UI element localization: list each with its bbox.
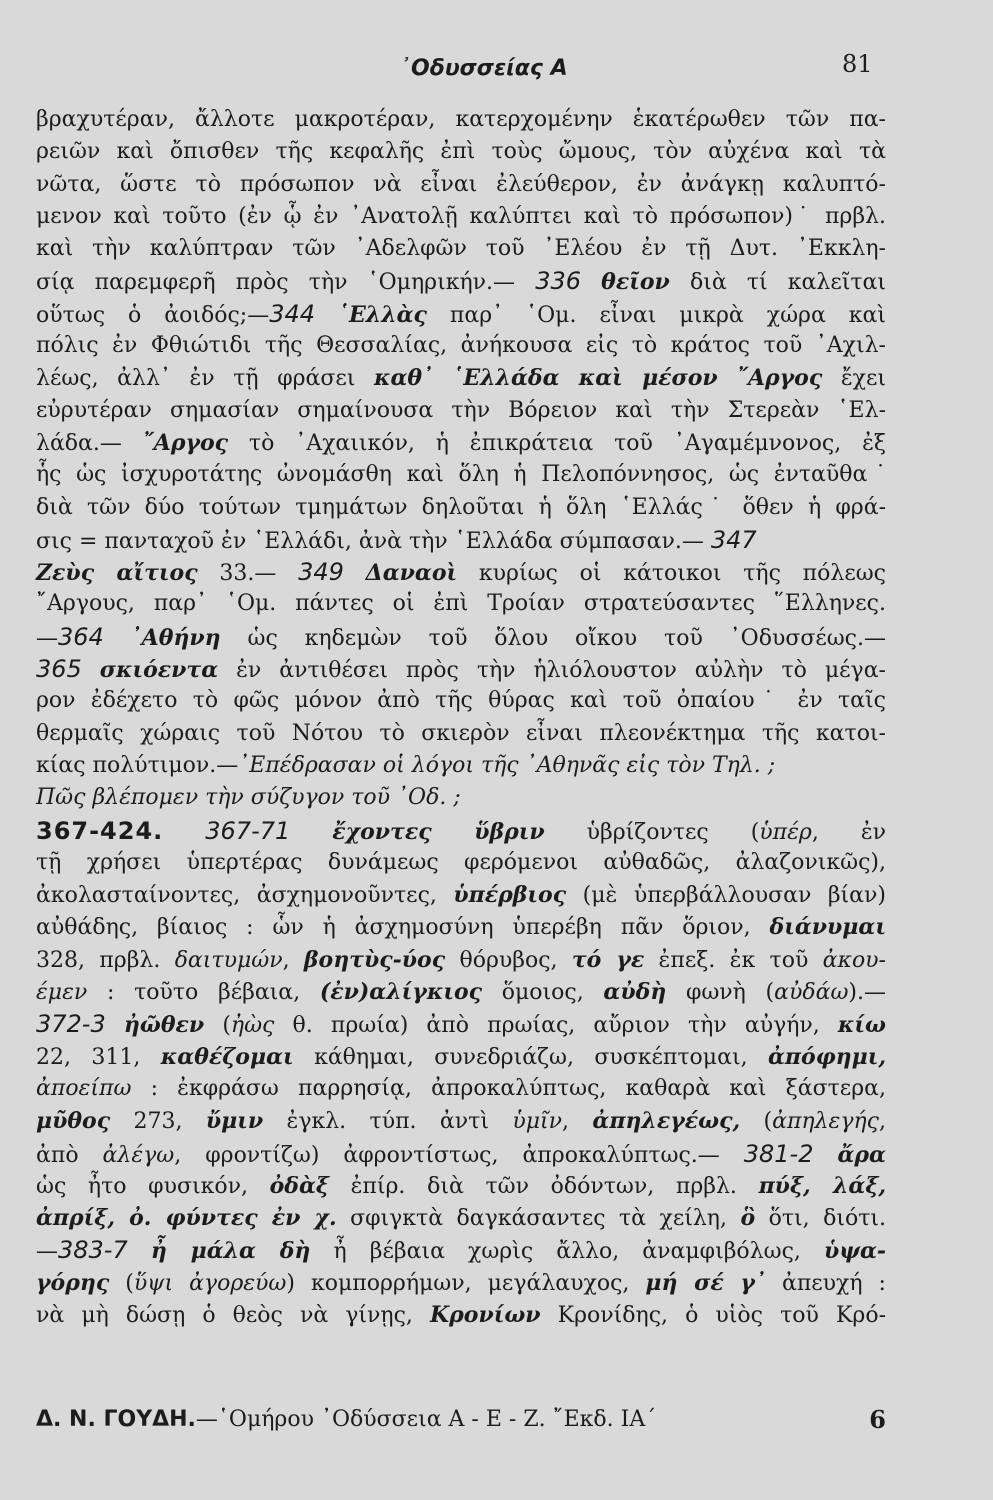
lemma: (ἐν)αλίγκιος <box>319 979 483 1006</box>
text-span: Πῶς βλέπομεν τὴν σύζυγον τοῦ ᾿Οδ. ; <box>36 785 461 811</box>
text-line <box>36 782 886 814</box>
text-span: νῶτα, ὥστε τὸ πρόσωπον νὰ εἶναι ἐλεύθερον, ἐν ἀνάγκῃ καλυπτό- <box>36 171 886 197</box>
text-span: : τοῦτο βέβαια, <box>87 980 320 1006</box>
text-line <box>36 1008 886 1040</box>
text-line <box>36 653 886 685</box>
text-line <box>36 362 886 394</box>
text-line <box>36 459 886 491</box>
verse-reference: 364 <box>58 622 104 651</box>
text-span: τῇ χρήσει ὑπερτέρας δυνάμεως φερόμενοι αὐθαδῶς, ἀλαζονικῶς), <box>36 849 886 875</box>
text-span <box>814 1143 838 1168</box>
lemma: ἀπρίξ, ὀ. φύντες ἐν χ. <box>36 1205 337 1232</box>
text-span <box>128 1239 151 1264</box>
text-span: οὕτως ὁ ἀοιδός;— <box>36 302 270 328</box>
text-span <box>315 303 338 328</box>
text-span <box>344 561 366 586</box>
text-span: ἐν ἀντιθέσει πρὸς τὴν ἡλιόλουστον αὐλὴν τὸ μέγα- <box>218 658 886 684</box>
text-span: διὰ τῶν δύο τούτων τμημάτων δηλοῦται ἡ ὅλη ῾Ελλάς˙ ὅθεν ἡ φρά- <box>36 494 886 520</box>
text-span: σίᾳ παρεμφερῆ πρὸς τὴν ῾Ομηρικήν.— <box>36 270 536 296</box>
text-line <box>36 395 886 427</box>
lemma: Ζεὺς αἴτιος <box>36 560 198 587</box>
lemma: ἔχοντες ὕβριν <box>332 818 545 845</box>
text-span: διὰ τί καλεῖται <box>669 270 887 296</box>
running-title: ᾿Οδυσσείας Α <box>400 56 568 81</box>
text-span: ἀπηλεγής <box>772 1109 879 1135</box>
text-span: καὶ τὴν καλύπτραν τῶν ᾿Αδελφῶν τοῦ ᾿Ελέου ἐν τῇ Δυτ. ᾿Εκκλη- <box>36 236 886 262</box>
footer-book-title: —῾Ομήρου ᾿Οδύσσεια Α - Ε - Ζ. ῎Εκδ. ΙΑ΄ <box>195 1407 657 1432</box>
text-line <box>36 911 886 943</box>
text-line <box>36 492 886 524</box>
text-line <box>36 1073 886 1105</box>
text-line <box>36 588 886 620</box>
text-span: κάθημαι, συνεδριάζω, συσκέπτομαι, <box>293 1044 768 1070</box>
text-line <box>36 1041 886 1073</box>
lemma: μῦθος <box>36 1108 111 1135</box>
page-footer <box>36 1400 886 1440</box>
text-span: (μὲ ὑπερβάλλουσαν βίαν) <box>566 883 886 909</box>
text-line <box>36 330 886 362</box>
commentary-text <box>36 104 886 1331</box>
text-line <box>36 1299 886 1331</box>
text-line <box>36 265 886 297</box>
footer-signature: 6 <box>869 1405 886 1434</box>
text-span: έμεν <box>36 980 88 1006</box>
text-line <box>36 104 886 136</box>
text-span: εὐρυτέραν σημασίαν σημαίνουσα τὴν Βόρειον καὶ τὴν Στερεὰν ῾Ελ- <box>36 397 886 423</box>
text-span: βραχυτέραν, ἄλλοτε μακροτέραν, κατερχομένην ἑκατέρωθεν τῶν πα- <box>36 107 886 132</box>
text-span: ( <box>204 1013 231 1039</box>
lemma: αὐδὴ <box>603 979 667 1006</box>
text-span: ἐγκλ. τύπ. ἀντὶ <box>263 1109 513 1135</box>
lemma: Δαναοὶ <box>365 560 458 587</box>
text-span: ὡς ἦτο φυσικόν, <box>36 1173 270 1199</box>
text-span: παρ᾿ ῾Ομ. εἶναι μικρὰ χώρα καὶ <box>426 302 887 328</box>
lemma: κίω <box>837 1012 886 1039</box>
lemma: ὑψα- <box>823 1238 887 1265</box>
text-span: ῎Αργους, παρ᾿ ῾Ομ. πάντες οἱ ἐπὶ Τροίαν στρατεύσαντες ῞Ελληνες. <box>36 591 886 617</box>
text-span: αὐθάδης, βίαιος : ὧν ἡ ἀσχημοσύνη ὑπερέβη πᾶν ὅριον, <box>36 915 770 941</box>
lemma: σκιόεντα <box>99 657 219 684</box>
text-span <box>163 820 205 845</box>
lemma: βοητὺς-ύος <box>303 946 446 973</box>
text-span: ( <box>740 1109 773 1135</box>
lemma: ὃ <box>740 1205 756 1232</box>
text-span: θόρυβος, <box>445 947 572 973</box>
lemma: ἦ μάλα δὴ <box>150 1238 311 1265</box>
verse-reference: 365 <box>36 655 82 684</box>
text-span: : ἐκφράσω παρρησίᾳ, ἀπροκαλύπτως, καθαρὰ καὶ ξάστερα, <box>131 1075 886 1101</box>
text-span <box>104 626 131 651</box>
text-span: ἀπευχή : <box>765 1270 886 1296</box>
verse-reference: 372-3 <box>36 1010 106 1039</box>
verse-reference: 347 <box>710 525 757 554</box>
verse-reference: 336 <box>535 267 581 296</box>
text-span: 33.— <box>197 561 299 587</box>
text-span <box>290 820 332 845</box>
lemma: ᾿Αθήνη <box>130 624 221 651</box>
lemma: ὑπέρβιος <box>453 882 567 909</box>
text-span: Κρονίδης, ὁ υἱὸς τοῦ Κρό- <box>540 1302 886 1328</box>
lemma: ἀπηλεγέως, <box>592 1108 741 1135</box>
text-line <box>36 944 886 976</box>
lemma: ῎Αργος <box>142 429 229 456</box>
text-span <box>106 1013 124 1038</box>
text-span: πόλις ἐν Φθιώτιδι τῆς Θεσσαλίας, ἀνήκουσα εἰς τὸ κράτος τοῦ ᾿Αχιλ- <box>36 333 886 359</box>
text-line <box>36 879 886 911</box>
text-span: ἧς ὡς ἰσχυροτάτης ὠνομάσθη καὶ ὅλη ἡ Πελοπόννησος, ὡς ἐνταῦθα˙ <box>36 462 886 488</box>
text-line <box>36 169 886 201</box>
text-span: ἀκολασταίνοντες, ἀσχημονοῦντες, <box>36 883 454 909</box>
text-span: ἐπεξ. ἐκ τοῦ <box>644 947 823 973</box>
verse-reference: 367-424. <box>36 816 164 845</box>
footer-imprint <box>36 1400 656 1440</box>
text-span: ὑβρίζοντες ( <box>544 819 760 845</box>
text-line <box>36 847 886 879</box>
text-span: 328, πρβλ. <box>36 947 175 973</box>
lemma: Κρονίων <box>430 1301 541 1328</box>
text-line <box>36 1202 886 1234</box>
text-span: , φροντίζω) ἀφροντίστως, ἀπροκαλύπτως.— <box>174 1142 744 1168</box>
page-number: 81 <box>842 50 873 78</box>
text-span: ἦ βέβαια χωρὶς ἄλλο, ἀναμφιβόλως, <box>310 1239 824 1265</box>
text-span: , <box>282 947 304 973</box>
text-span: φωνὴ ( <box>666 980 775 1006</box>
text-span <box>82 658 100 683</box>
lemma: ἄρα <box>837 1141 886 1168</box>
text-span: ἔχει <box>822 366 886 392</box>
text-line <box>36 524 886 556</box>
text-span: ἀπὸ <box>36 1142 103 1168</box>
text-span: ὅμοιος, <box>482 980 604 1006</box>
text-span: ρειῶν καὶ ὄπισθεν τῆς κεφαλῆς ἐπὶ τοὺς ὤμους, τὸν αὐχένα καὶ τὰ <box>36 139 886 165</box>
text-span: μενον καὶ τοῦτο (ἐν ᾧ ἐν ᾿Ανατολῇ καλύπτει καὶ τὸ πρόσωπον)˙ πρβλ. <box>36 203 886 229</box>
lemma: τό γε <box>571 946 645 973</box>
text-span: ἀποείπω <box>36 1075 132 1101</box>
text-line <box>36 750 886 782</box>
lemma: ἀπόφημι, <box>767 1043 886 1070</box>
text-line <box>36 621 886 653</box>
text-span: ).— <box>848 980 886 1006</box>
text-span: ὑμῖν <box>512 1109 563 1135</box>
text-span: τὸ ᾿Αχαιικόν, ἡ ἐπικράτεια τοῦ ᾿Αγαμέμνονος, ἐξ <box>228 430 887 456</box>
text-span: ἠὼς <box>230 1013 275 1039</box>
text-span: σις = πανταχοῦ ἐν ῾Ελλάδι, ἀνὰ τὴν ῾Ελλάδα σύμπασαν.— <box>36 528 711 554</box>
lemma: ὀδὰξ <box>269 1172 329 1199</box>
page-header <box>0 46 993 86</box>
text-span: ὕψι ἀγορεύω <box>133 1270 287 1296</box>
text-span: ὡς κηδεμὼν τοῦ ὅλου οἴκου τοῦ ᾿Οδυσσέως.— <box>220 625 886 651</box>
lemma: γόρης <box>36 1269 110 1296</box>
lemma: διάνυμαι <box>769 914 886 941</box>
text-line <box>36 1105 886 1137</box>
verse-reference: 349 <box>298 558 344 587</box>
text-line <box>36 976 886 1008</box>
text-line <box>36 427 886 459</box>
text-span: — <box>36 1239 58 1265</box>
text-span: ἀλέγω <box>102 1142 175 1168</box>
text-line <box>36 1170 886 1202</box>
text-span: ( <box>109 1270 134 1296</box>
text-span: ὅτι, διότι. <box>755 1206 886 1232</box>
text-span: κυρίως οἱ κάτοικοι τῆς πόλεως <box>457 561 886 587</box>
text-line <box>36 1234 886 1266</box>
text-line <box>36 298 886 330</box>
text-span: , ἐν <box>811 819 887 845</box>
text-span: ᾿Επέδρασαν οἱ λόγοι τῆς ᾿Αθηνᾶς εἰς τὸν Τηλ. ; <box>238 752 776 778</box>
text-line <box>36 201 886 233</box>
text-line <box>36 1267 886 1299</box>
text-span: θ. πρωία) ἀπὸ πρωίας, αὔριον τὴν αὐγήν, <box>274 1013 838 1039</box>
text-span: λέως, ἀλλ᾿ ἐν τῇ φράσει <box>36 366 375 392</box>
verse-reference: 344 <box>269 299 316 328</box>
verse-reference: 381-2 <box>743 1139 814 1168</box>
lemma: καθ᾿ ῾Ελλάδα καὶ μέσον ῎Αργος <box>374 365 823 392</box>
text-line <box>36 1138 886 1170</box>
text-span: ) κομπορρήμων, μεγάλαυχος, <box>286 1270 646 1296</box>
text-line <box>36 233 886 265</box>
text-span: 22, 311, <box>36 1044 161 1070</box>
text-line <box>36 685 886 717</box>
lemma: ῾Ελλὰς <box>338 301 427 328</box>
lemma: θεῖον <box>601 269 670 296</box>
text-line <box>36 815 886 847</box>
text-line <box>36 556 886 588</box>
text-span: λάδα.— <box>36 430 143 456</box>
text-span: ἀκου- <box>822 947 886 973</box>
text-span: ρον ἐδέχετο τὸ φῶς μόνον ἀπὸ τῆς θύρας καὶ τοῦ ὀπαίου˙ ἐν ταῖς <box>36 688 886 714</box>
text-span: αὐδάω <box>774 980 849 1006</box>
lemma: ἠῶθεν <box>123 1012 205 1039</box>
text-line <box>36 136 886 168</box>
text-span: , <box>562 1109 593 1135</box>
text-span: — <box>36 625 58 651</box>
text-span: νὰ μὴ δώσῃ ὁ θεὸς νὰ γίνῃς, <box>36 1302 431 1328</box>
text-span <box>581 270 601 295</box>
text-span: 273, <box>110 1109 206 1135</box>
lemma: πύξ, λάξ, <box>758 1172 887 1199</box>
lemma: ὔμιν <box>205 1108 264 1135</box>
text-span: ὑπέρ <box>759 819 812 845</box>
text-line <box>36 718 886 750</box>
verse-reference: 383-7 <box>58 1236 128 1265</box>
text-span: θερμαῖς χώραις τοῦ Νότου τὸ σκιερὸν εἶναι πλεονέκτημα τῆς κατοι- <box>36 720 886 746</box>
lemma: μή σέ γ᾿ <box>645 1269 766 1296</box>
text-span: , <box>879 1109 886 1135</box>
verse-reference: 367-71 <box>205 816 291 845</box>
text-span: ἐπίρ. διὰ τῶν ὀδόντων, πρβλ. <box>328 1173 759 1199</box>
footer-author: Δ. Ν. ΓΟΥΔΗ. <box>36 1407 196 1432</box>
lemma: καθέζομαι <box>160 1043 294 1070</box>
text-span: κίας πολύτιμον.— <box>36 752 239 778</box>
text-span: δαιτυμών <box>174 947 283 973</box>
text-span: σφιγκτὰ δαγκάσαντες τὰ χείλη, <box>336 1206 741 1232</box>
